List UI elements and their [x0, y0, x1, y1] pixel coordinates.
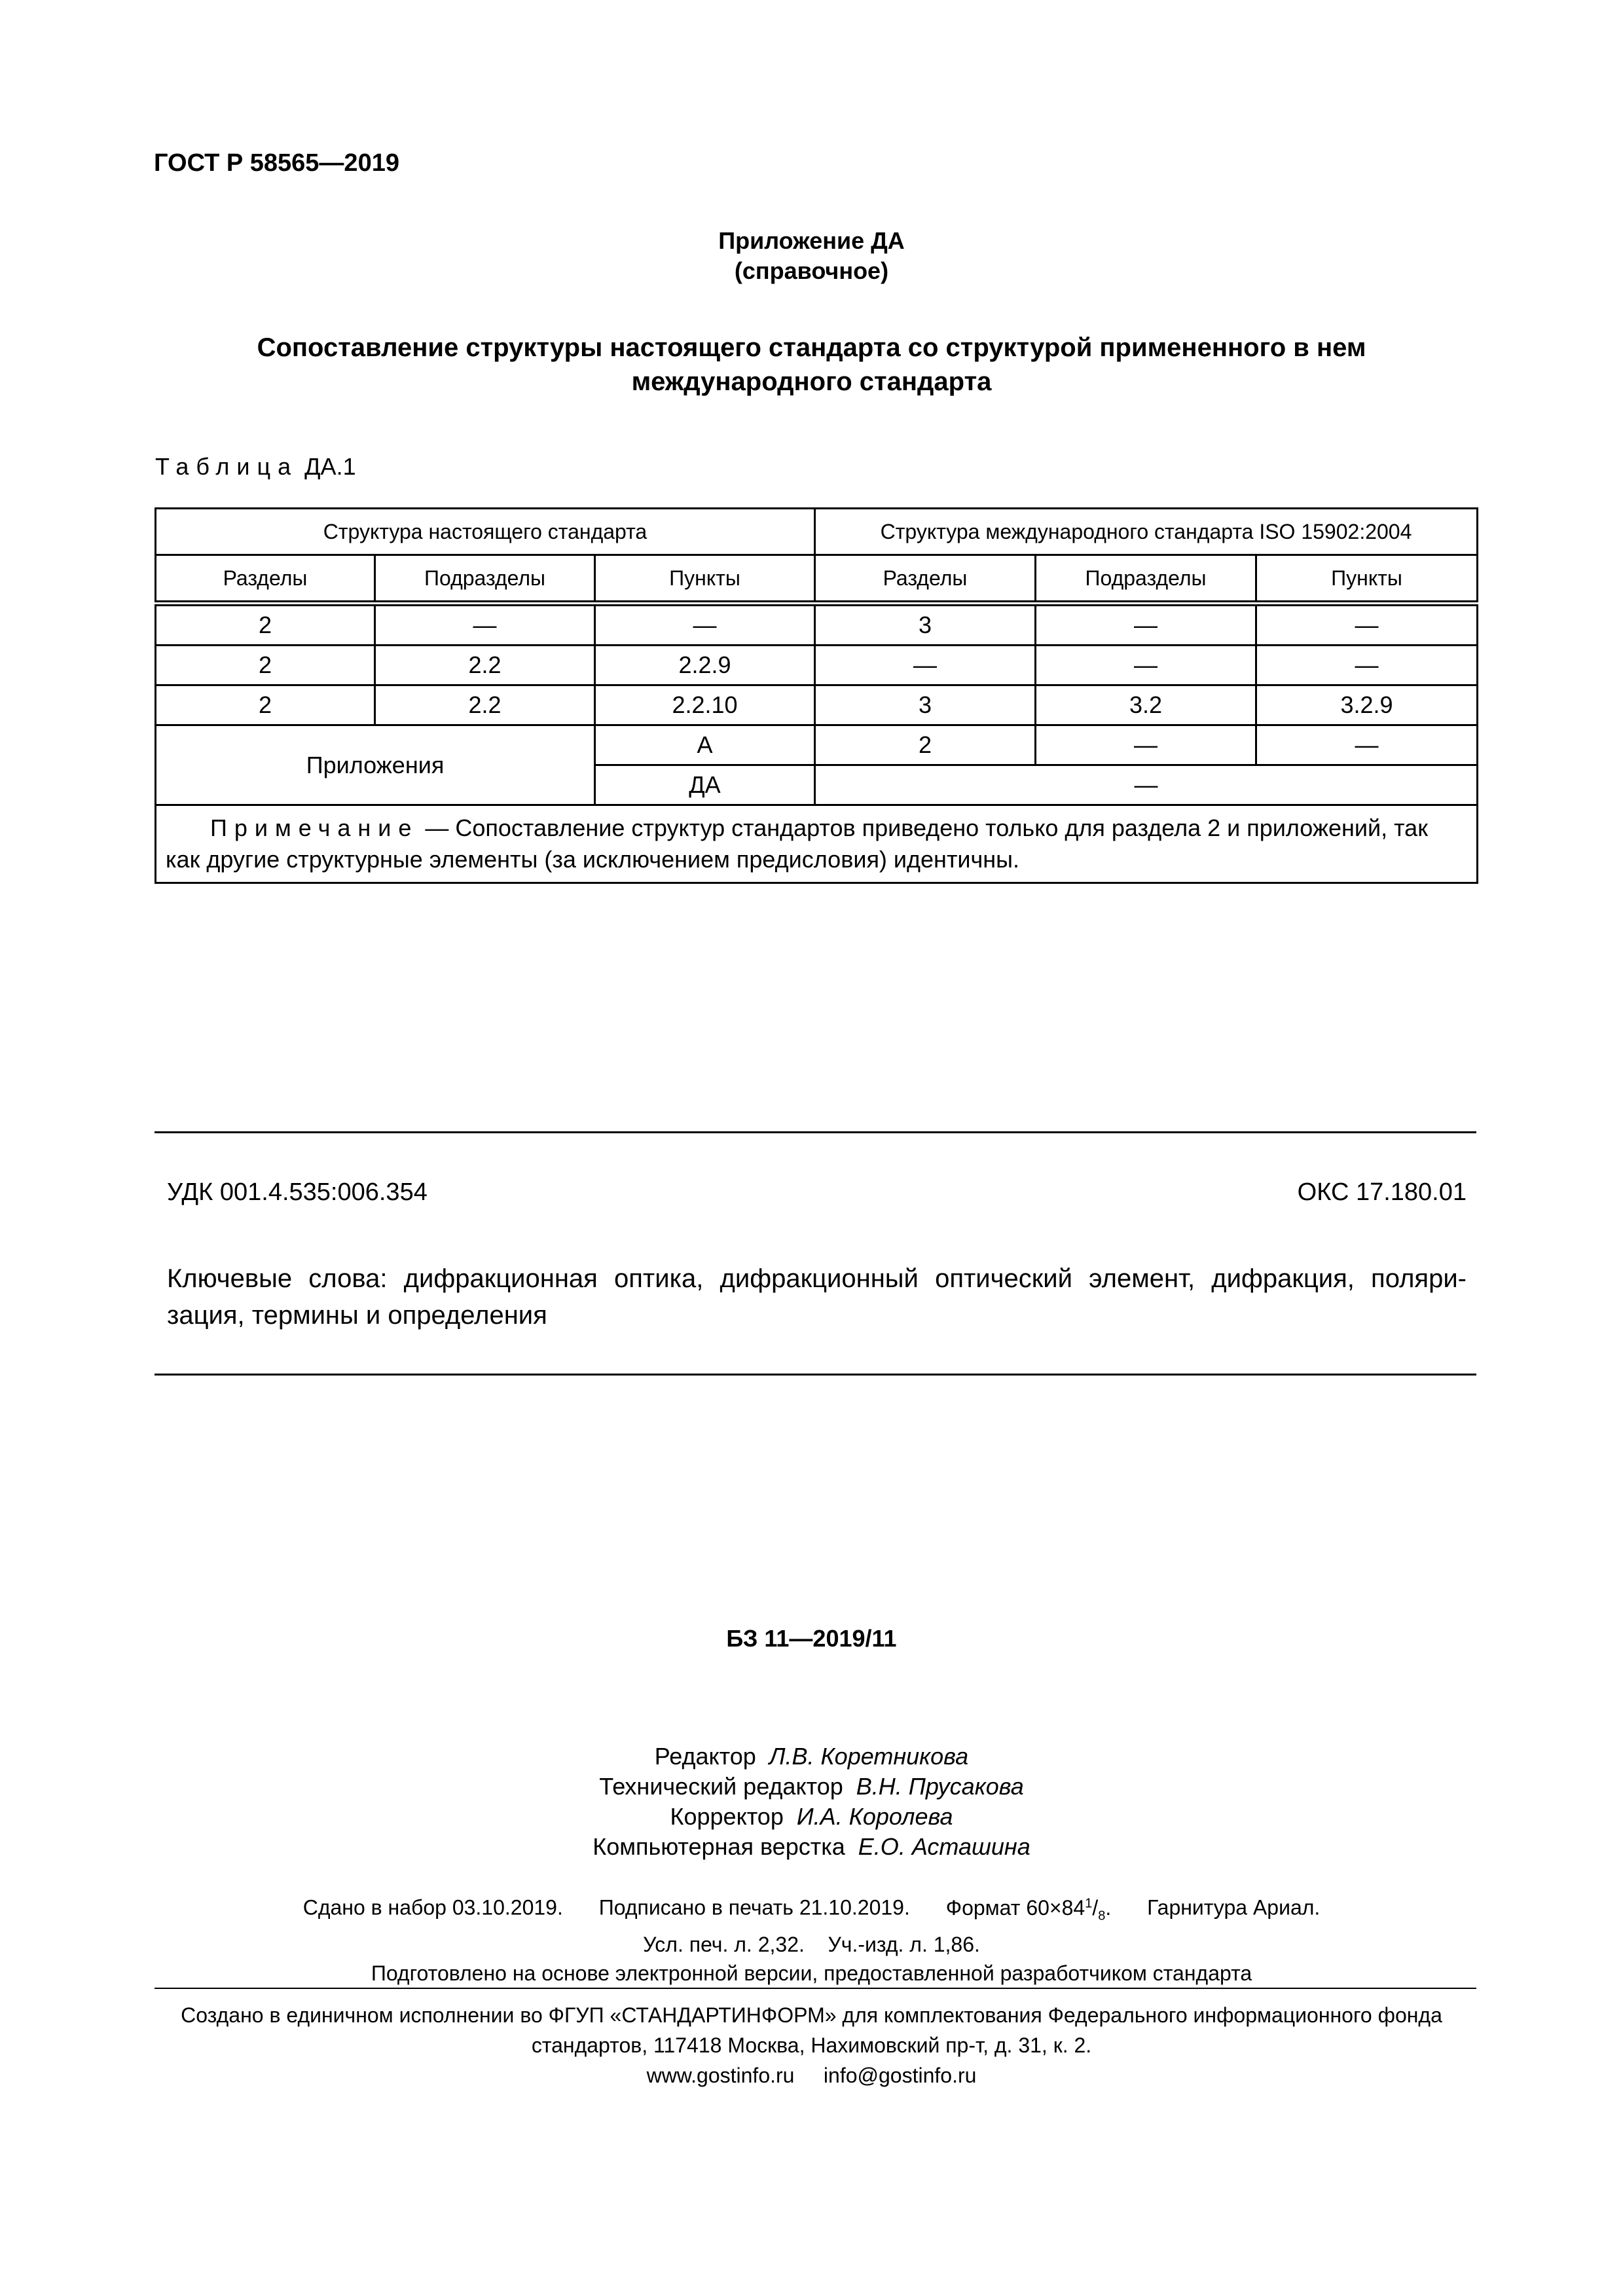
table-cell: 3.2.9: [1256, 685, 1478, 725]
table-cell: 2: [156, 646, 375, 685]
table-cell: ДА: [595, 765, 815, 805]
annex-title-line2: международного стандарта: [631, 367, 992, 396]
table-cell: —: [1036, 604, 1256, 646]
table-cell: —: [1256, 604, 1478, 646]
website-link[interactable]: www.gostinfo.ru: [646, 2064, 795, 2087]
table-cell: —: [375, 604, 595, 646]
credit-role: Редактор: [654, 1743, 756, 1770]
credit-person: И.А. Королева: [796, 1803, 953, 1830]
table-row: [156, 685, 1478, 725]
column-header: Подразделы: [1036, 555, 1256, 604]
note-prefix: Примечание: [210, 814, 419, 841]
table-cell-merged: —: [815, 765, 1478, 805]
table-group-header-row: [156, 509, 1478, 555]
table-cell: —: [1256, 725, 1478, 765]
classification-row: [167, 1178, 1467, 1207]
email-link[interactable]: info@gostinfo.ru: [823, 2064, 977, 2087]
credit-person: Е.О. Асташина: [858, 1833, 1030, 1860]
table-note-row: [156, 805, 1478, 883]
print-sheets: Усл. печ. л. 2,32.: [643, 1933, 805, 1957]
table-label-id: ДА.1: [304, 453, 356, 480]
table-cell: —: [1036, 725, 1256, 765]
udk-code: УДК 001.4.535:006.354: [167, 1178, 428, 1206]
keywords-line1: Ключевые слова: дифракционная оптика, дифракционный оптический элемент, дифракция, поляри-: [167, 1264, 1467, 1293]
column-header: Пункты: [595, 555, 815, 604]
signed-date: Подписано в печать 21.10.2019.: [598, 1895, 910, 1920]
table-cell: 2.2.10: [595, 685, 815, 725]
table-cell: 2: [156, 604, 375, 646]
table-cell: —: [1256, 646, 1478, 685]
keywords: [167, 1260, 1467, 1334]
credit-role: Корректор: [670, 1803, 784, 1830]
credits: [0, 1741, 1623, 1862]
table-cell: —: [595, 604, 815, 646]
table-cell: 2.2: [375, 646, 595, 685]
paper-format: Формат $60\times 84^1/_8$.: [945, 1895, 1112, 1923]
print-line2: [0, 1930, 1623, 1959]
print-info: [0, 1889, 1623, 1988]
prepared-note: Подготовлено на основе электронной версии, предоставленной разработчиком стандарта: [371, 1961, 1252, 1986]
bz-number: БЗ 11—2019/11: [726, 1625, 897, 1652]
table-column-header-row: [156, 555, 1478, 604]
footer-contacts: [0, 2060, 1623, 2090]
note-text: — Сопоставление структур стандартов приведено только для раздела 2 и приложений, так как другие структурные элементы (за исключением предисловия) идентичны.: [166, 814, 1428, 873]
footer-line1: Создано в единичном исполнении во ФГУП «СТАНДАРТИНФОРМ» для комплектования Федерального информационного фонда: [181, 2003, 1442, 2027]
publisher-footer: [0, 2000, 1623, 2090]
credit-line: [0, 1741, 1623, 1772]
annex-title-line1: Сопоставление структуры настоящего стандарта со структурой примененного в нем: [257, 333, 1366, 362]
column-header: Разделы: [815, 555, 1036, 604]
print-line1: [0, 1889, 1623, 1930]
table-cell: 2.2: [375, 685, 595, 725]
annex-heading: [0, 226, 1623, 286]
table-cell: 2: [156, 685, 375, 725]
group-header-international: Структура международного стандарта ISO 15902:2004: [815, 509, 1478, 555]
table-label-prefix: Таблица: [155, 453, 299, 480]
oks-code: ОКС 17.180.01: [1297, 1178, 1467, 1206]
publishing-sheets: Уч.-изд. л. 1,86.: [828, 1933, 980, 1957]
group-header-own: Структура настоящего стандарта: [156, 509, 815, 555]
table-label: [155, 453, 356, 481]
table-cell: А: [595, 725, 815, 765]
credit-person: Л.В. Коретникова: [769, 1743, 969, 1770]
table-row: [156, 604, 1478, 646]
font-info: Гарнитура Ариал.: [1147, 1895, 1321, 1920]
comparison-table: [155, 507, 1478, 884]
divider: [155, 1988, 1476, 1989]
keywords-line2: зация, термины и определения: [167, 1301, 547, 1330]
credit-line: [0, 1772, 1623, 1802]
table-cell: 3: [815, 685, 1036, 725]
table-row-appendix: [156, 725, 1478, 765]
standard-id: ГОСТ Р 58565—2019: [154, 149, 399, 177]
table-note: [156, 805, 1478, 883]
footer-line2: стандартов, 117418 Москва, Нахимовский пр-т, д. 31, к. 2.: [531, 2033, 1092, 2057]
table-cell: —: [815, 646, 1036, 685]
credit-line: [0, 1832, 1623, 1862]
table-cell: —: [1036, 646, 1256, 685]
credit-line: [0, 1802, 1623, 1832]
table-row: [156, 646, 1478, 685]
credit-role: Компьютерная верстка: [593, 1833, 845, 1860]
column-header: Разделы: [156, 555, 375, 604]
divider: [155, 1131, 1476, 1133]
annex-title: [0, 331, 1623, 399]
annex-type: (справочное): [734, 257, 889, 284]
annex-name: Приложение ДА: [718, 227, 905, 254]
credit-person: В.Н. Прусакова: [856, 1773, 1024, 1800]
divider: [155, 1374, 1476, 1376]
column-header: Пункты: [1256, 555, 1478, 604]
table-cell: 3.2: [1036, 685, 1256, 725]
table-cell: 2.2.9: [595, 646, 815, 685]
column-header: Подразделы: [375, 555, 595, 604]
table-cell: 3: [815, 604, 1036, 646]
table-cell: 2: [815, 725, 1036, 765]
submitted-date: Сдано в набор 03.10.2019.: [302, 1895, 563, 1920]
appendix-label: Приложения: [156, 725, 595, 805]
credit-role: Технический редактор: [599, 1773, 843, 1800]
